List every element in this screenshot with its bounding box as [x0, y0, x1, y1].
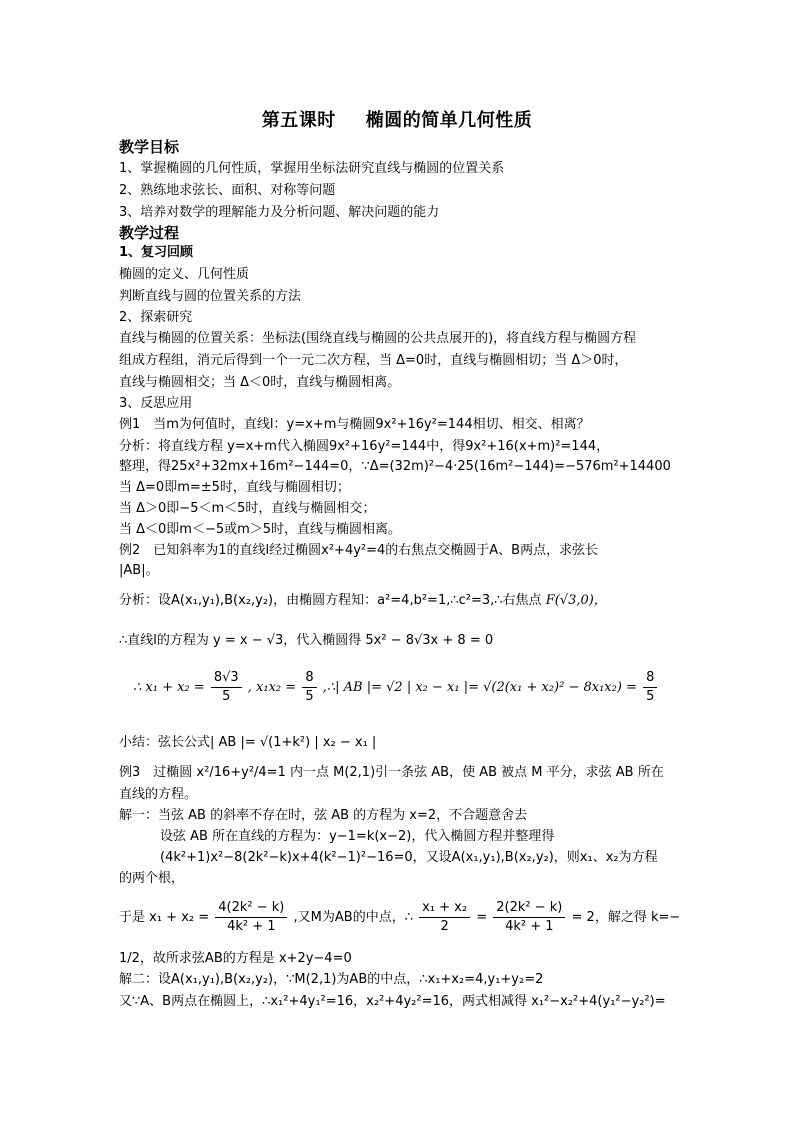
explore-line: 直线与椭圆相交；当 Δ＜0时，直线与椭圆相离。 [119, 375, 401, 390]
fraction [493, 899, 565, 936]
sum-lhs: ∴ x₁ + x₂ = [133, 680, 205, 695]
explore-heading: 2、探索研究 [119, 310, 193, 325]
goals-heading: 教学目标 [119, 138, 180, 156]
formula-lhs: 于是 x₁ + x₂ = [119, 910, 210, 925]
example1-line: 当 Δ＞0即−5＜m＜5时，直线与椭圆相交； [119, 501, 376, 516]
fraction [302, 669, 316, 706]
fraction-numerator: 8 [643, 669, 657, 688]
midpoint-formula: 于是 x₁ + x₂ = $\frac{\text{4(2k² − k)}}{\text{4k² + 1}}$ ,又M为AB的中点，∴ $\frac{\text{x₁ + x₂}}{2}$ = $\frac{\text{2(2k² − k)}}{\text{4k² + 1}}$ = 2，解之得 k=− [119, 900, 681, 934]
review-line: 判断直线与圆的位置关系的方法 [119, 289, 302, 304]
example3-line: 解一：当弦 AB 的斜率不存在时，弦 AB 的方程为 x=2，不合题意舍去 [119, 808, 528, 823]
example3-line: 1/2，故所求弦AB的方程是 x+2y−4=0 [119, 951, 352, 966]
explore-line: 组成方程组，消元后得到一个一元二次方程，当 Δ=0时，直线与椭圆相切；当 Δ＞0时， [119, 353, 628, 368]
focus-point: F(√3,0)， [545, 593, 607, 608]
example2-line-equation: ∴直线l的方程为 y = x − √3，代入椭圆得 5x² − 8√3x + 8 = 0 [119, 633, 494, 648]
fraction-denominator: 4k² + 1 [505, 919, 554, 934]
fraction-numerator: x₁ + x₂ [419, 899, 470, 918]
formula-middle: ,又M为AB的中点，∴ [293, 910, 413, 925]
example2-line: |AB|。 [119, 563, 159, 578]
fraction [211, 669, 242, 706]
example3-line: 例3 过椭圆 x²/16+y²/4=1 内一点 M(2,1)引一条弦 AB，使 AB 被点 M 平分，求弦 AB 所在 [119, 765, 664, 780]
review-line: 椭圆的定义、几何性质 [119, 267, 250, 282]
fraction [643, 669, 657, 706]
formula-end: = 2，解之得 k=− [571, 910, 681, 925]
goal-item: 1、掌握椭圆的几何性质，掌握用坐标法研究直线与椭圆的位置关系 [119, 161, 505, 176]
example3-line: (4k²+1)x²−8(2k²−k)x+4(k²−1)²−16=0，又设A(x₁,y₁),B(x₂,y₂)，则x₁、x₂为方程 [160, 850, 658, 865]
lesson-topic: 椭圆的简单几何性质 [365, 110, 533, 131]
lesson-label: 第五课时 [261, 110, 336, 131]
goal-item: 3、培养对数学的理解能力及分析问题、解决问题的能力 [119, 205, 440, 220]
example3-line: 解二：设A(x₁,y₁),B(x₂,y₂)，∵M(2,1)为AB的中点，∴x₁+x₂=4,y₁+y₂=2 [119, 972, 544, 987]
fraction-numerator: 4(2k² − k) [215, 899, 287, 918]
fraction-numerator: 8√3 [211, 669, 242, 688]
vieta-formula [119, 668, 659, 708]
example2-line: 例2 已知斜率为1的直线l经过椭圆x²+4y²=4的右焦点交椭圆于A、B两点，求弦长 [119, 543, 599, 558]
analysis-text: 分析：设A(x₁,y₁),B(x₂,y₂)，由椭圆方程知：a²=4,b²=1,∴c²=3,∴右焦点 [119, 593, 542, 608]
fraction-denominator: 4k² + 1 [227, 919, 276, 934]
fraction-denominator: 5 [646, 689, 655, 704]
example3-line: 设弦 AB 所在直线的方程为：y−1=k(x−2)，代入椭圆方程并整理得 [160, 829, 555, 844]
product-lhs: , x₁x₂ = [247, 680, 297, 695]
example3-line: 又∵A、B两点在椭圆上，∴x₁²+4y₁²=16，x₂²+4y₂²=16，两式相减得 x₁²−x₂²+4(y₁²−y₂²)= [119, 994, 666, 1009]
example1-line: 分析：将直线方程 y=x+m代入椭圆9x²+16y²=144中，得9x²+16(x+m)²=144， [119, 439, 610, 454]
chord-length-summary: 小结：弦长公式| AB |= √(1+k²) | x₂ − x₁ | [119, 735, 377, 750]
example1-line: 当 Δ=0即m=±5时，直线与椭圆相切； [119, 480, 350, 495]
fraction-denominator: 5 [305, 689, 314, 704]
process-heading: 教学过程 [119, 224, 180, 242]
example1-line: 当 Δ＜0即m＜−5或m＞5时，直线与椭圆相离。 [119, 522, 402, 537]
fraction [215, 899, 287, 936]
example1-line: 整理，得25x²+32mx+16m²−144=0，∵Δ=(32m)²−4·25(16m²−144)=−576m²+14400 [119, 459, 671, 474]
apply-heading: 3、反思应用 [119, 396, 193, 411]
review-heading: 1、复习回顾 [119, 245, 194, 260]
fraction-denominator: 5 [222, 689, 231, 704]
fraction-numerator: 8 [302, 669, 316, 688]
fraction-denominator: 2 [440, 919, 449, 934]
fraction-numerator: 2(2k² − k) [493, 899, 565, 918]
example2-analysis [119, 592, 607, 610]
example3-line: 直线的方程。 [119, 787, 198, 802]
chord-length-expression: ,∴| AB |= √2 | x₂ − x₁ |= √(2(x₁ + x₂)² − 8x₁x₂) = [322, 680, 637, 695]
fraction [419, 899, 470, 936]
goal-item: 2、熟练地求弦长、面积、对称等问题 [119, 183, 336, 198]
example1-line: 例1 当m为何值时，直线l：y=x+m与椭圆9x²+16y²=144相切、相交、相离？ [119, 417, 590, 432]
page-title [0, 106, 794, 132]
example3-line: 的两个根， [119, 871, 185, 886]
explore-line: 直线与椭圆的位置关系：坐标法(围绕直线与椭圆的公共点展开的)，将直线方程与椭圆方程 [119, 331, 637, 346]
